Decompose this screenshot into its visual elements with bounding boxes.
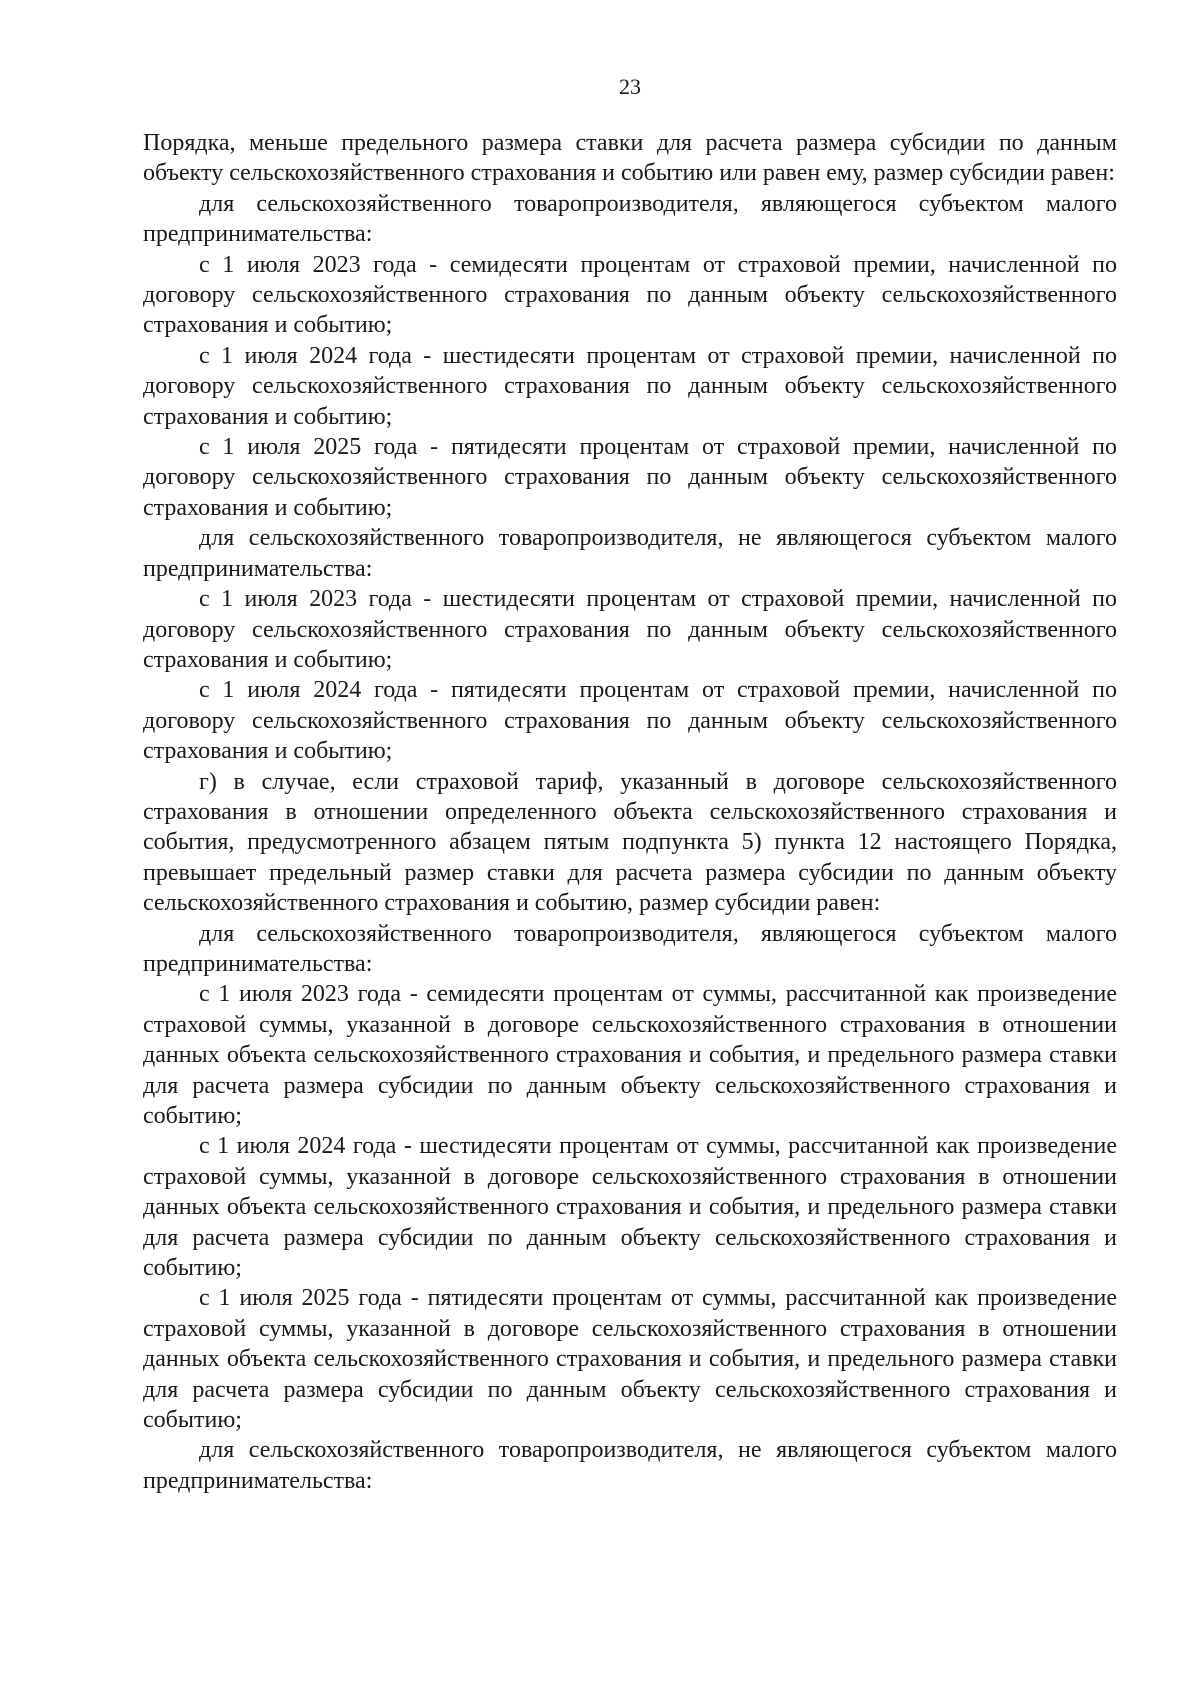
document-body xyxy=(143,128,1117,1496)
paragraph: для сельскохозяйственного товаропроизводителя, являющегося субъектом малого предпринимательства: xyxy=(143,920,1117,977)
paragraph: с 1 июля 2025 года - пятидесяти процентам от страховой премии, начисленной по договору сельскохозяйственного страхования по данным объекту сельскохозяйственного страхования и событию; xyxy=(143,434,1117,521)
paragraph: для сельскохозяйственного товаропроизводителя, не являющегося субъектом малого предпринимательства: xyxy=(143,1437,1117,1494)
paragraph: с 1 июля 2023 года - семидесяти процентам от суммы, рассчитанной как произведение страховой суммы, указанной в договоре сельскохозяйственного страхования в отношении данных объекта сельскохозяйственного страхования и события, и предельного размера ставки для расчета размера субсидии по данным объекту сельскохозяйственного страхования и событию; xyxy=(143,981,1117,1129)
paragraph: для сельскохозяйственного товаропроизводителя, являющегося субъектом малого предпринимательства: xyxy=(143,190,1117,248)
paragraph: Порядка, меньше предельного размера ставки для расчета размера субсидии по данным объекту сельскохозяйственного страхования и событию или равен ему, размер субсидии равен: xyxy=(143,130,1117,187)
paragraph: с 1 июля 2024 года - шестидесяти процентам от страховой премии, начисленной по договору сельскохозяйственного страхования по данным объекту сельскохозяйственного страхования и событию; xyxy=(143,342,1117,430)
paragraph: с 1 июля 2024 года - шестидесяти процентам от суммы, рассчитанной как произведение страховой суммы, указанной в договоре сельскохозяйственного страхования в отношении данных объекта сельскохозяйственного страхования и события, и предельного размера ставки для расчета размера субсидии по данным объекту сельскохозяйственного страхования и событию; xyxy=(143,1133,1117,1282)
paragraph: с 1 июля 2023 года - семидесяти процентам от страховой премии, начисленной по договору сельскохозяйственного страхования по данным объекту сельскохозяйственного страхования и событию; xyxy=(143,251,1117,339)
paragraph: с 1 июля 2025 года - пятидесяти процентам от суммы, рассчитанной как произведение страховой суммы, указанной в договоре сельскохозяйственного страхования в отношении данных объекта сельскохозяйственного страхования и события, и предельного размера ставки для расчета размера субсидии по данным объекту сельскохозяйственного страхования и событию; xyxy=(143,1285,1117,1434)
paragraph: с 1 июля 2023 года - шестидесяти процентам от страховой премии, начисленной по договору сельскохозяйственного страхования по данным объекту сельскохозяйственного страхования и событию; xyxy=(143,586,1117,673)
paragraph: для сельскохозяйственного товаропроизводителя, не являющегося субъектом малого предпринимательства: xyxy=(143,525,1117,582)
paragraph: с 1 июля 2024 года - пятидесяти процентам от страховой премии, начисленной по договору сельскохозяйственного страхования по данным объекту сельскохозяйственного страхования и событию; xyxy=(143,677,1117,765)
paragraph: г) в случае, если страховой тариф, указанный в договоре сельскохозяйственного страхования в отношении определенного объекта сельскохозяйственного страхования и события, предусмотренного абзацем пятым подпункта 5) пункта 12 настоящего Порядка, превышает предельный размер ставки для расчета размера субсидии по данным объекту сельскохозяйственного страхования и событию, размер субсидии равен: xyxy=(143,768,1117,917)
page-number: 23 xyxy=(619,74,641,99)
